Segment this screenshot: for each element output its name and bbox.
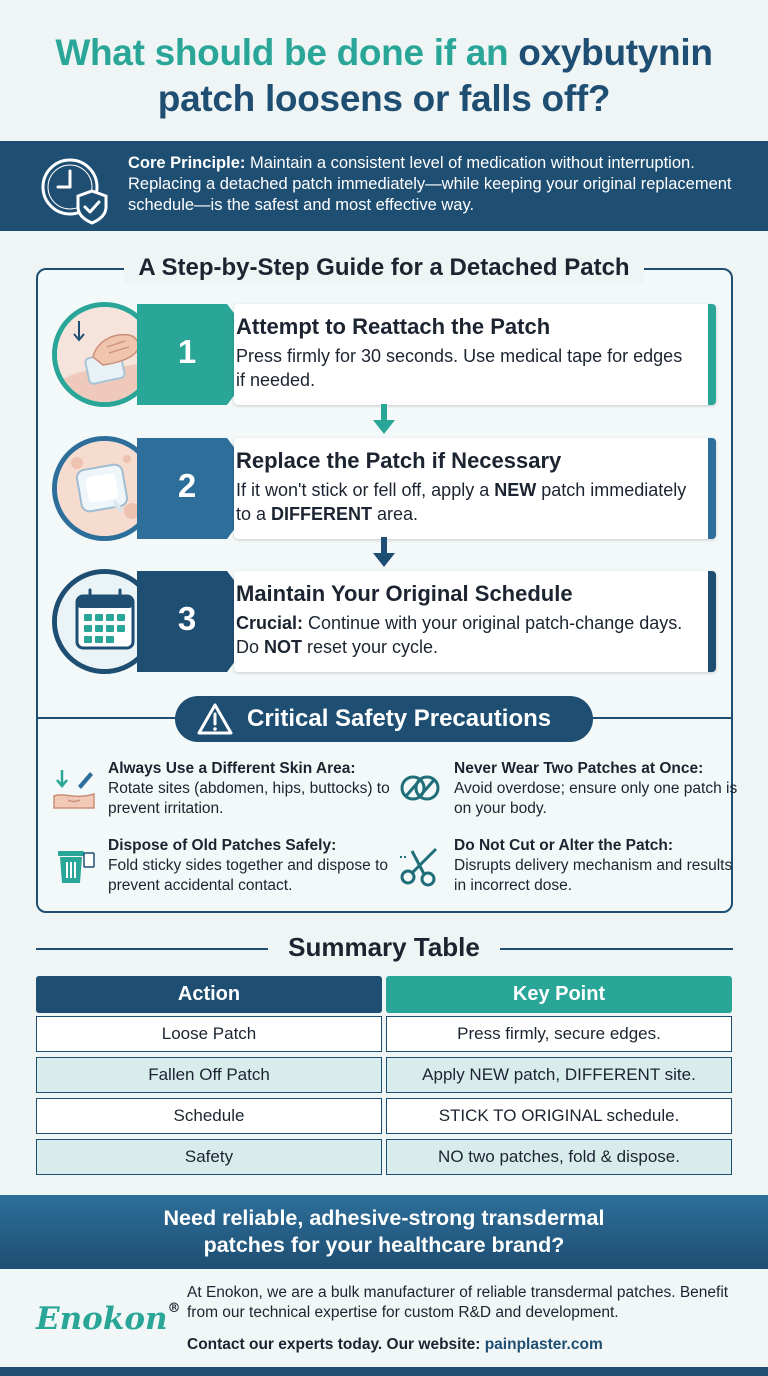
step-3-bold-a: Crucial:	[236, 613, 304, 633]
step-2-text-b: patch immediately to a	[236, 480, 687, 524]
page-title	[0, 30, 768, 122]
cta-line-2: patches for your healthcare brand?	[203, 1233, 565, 1257]
warning-icon	[197, 703, 233, 735]
step-3-card-edge	[708, 571, 716, 672]
step-3-text-a: Continue with your original patch-change days. Do	[236, 613, 683, 657]
table-cell: Apply NEW patch, DIFFERENT site.	[386, 1057, 732, 1093]
step-1-heading: Attempt to Reattach the Patch	[236, 314, 551, 339]
step-2-bold-a: NEW	[494, 480, 537, 500]
step-2-text-a: If it won't stick or fell off, apply a	[236, 480, 495, 500]
enokon-logo	[36, 1301, 181, 1337]
guide-title-line-right	[644, 268, 708, 270]
skin-site-icon	[52, 766, 96, 810]
precaution-2-text: Avoid overdose; ensure only one patch is on your body.	[454, 780, 738, 817]
safety-title: Critical Safety Precautions	[247, 705, 552, 732]
step-1	[52, 302, 716, 407]
table-cell: Schedule	[36, 1098, 382, 1134]
step-3	[52, 569, 716, 674]
summary-title: Summary Table	[288, 932, 480, 962]
step-2-text	[236, 478, 696, 526]
step-1-card-edge	[708, 304, 716, 405]
table-cell: Safety	[36, 1139, 382, 1175]
precaution-3-text: Fold sticky sides together and dispose to prevent accidental contact.	[108, 857, 389, 894]
clock-shield-icon	[38, 151, 114, 227]
step-1-down-arrow-icon	[373, 404, 395, 436]
table-cell: Fallen Off Patch	[36, 1057, 382, 1093]
contact-text: Contact our experts today. Our website:	[187, 1336, 485, 1353]
brand-contact	[187, 1336, 603, 1354]
website-link[interactable]: painplaster.com	[484, 1336, 603, 1353]
no-double-patch-icon	[398, 766, 442, 810]
step-2	[52, 436, 716, 541]
table-cell: STICK TO ORIGINAL schedule.	[386, 1098, 732, 1134]
precaution-4-text: Disrupts delivery mechanism and results in incorrect dose.	[454, 857, 733, 894]
title-part-2: oxybutynin	[518, 32, 713, 73]
table-header-key-point: Key Point	[386, 976, 732, 1013]
table-header-action: Action	[36, 976, 382, 1013]
step-2-heading: Replace the Patch if Necessary	[236, 448, 562, 473]
step-3-number: 3	[177, 600, 197, 637]
guide-title: A Step-by-Step Guide for a Detached Patch	[124, 252, 643, 284]
core-principle-text	[128, 153, 748, 216]
step-3-text	[236, 611, 696, 659]
brand-description: At Enokon, we are a bulk manufacturer of reliable transdermal patches. Benefit from our technical expertise for custom R&D and development.	[187, 1284, 729, 1321]
step-2-card	[234, 438, 716, 539]
step-1-card	[234, 304, 716, 405]
step-2-down-arrow-icon	[373, 537, 395, 569]
precaution-4-heading: Do Not Cut or Alter the Patch:	[454, 837, 674, 854]
trash-bin-icon	[52, 843, 96, 887]
bottom-bar	[0, 1367, 768, 1376]
step-3-bold-b: NOT	[264, 637, 303, 657]
step-3-card	[234, 571, 716, 672]
step-1-number: 1	[177, 333, 197, 370]
cta-line-1: Need reliable, adhesive-strong transdermal	[163, 1206, 605, 1230]
precaution-1-text: Rotate sites (abdomen, hips, buttocks) to prevent irritation.	[108, 780, 390, 817]
precaution-1-heading: Always Use a Different Skin Area:	[108, 760, 356, 777]
guide-title-line-left	[60, 268, 124, 270]
step-1-text: Press firmly for 30 seconds. Use medical tape for edges if needed.	[236, 346, 683, 390]
scissors-icon	[398, 843, 442, 887]
core-principle-label: Core Principle:	[128, 154, 246, 172]
safety-title-pill	[175, 696, 593, 742]
step-3-text-b: reset your cycle.	[302, 637, 439, 657]
core-principle-banner	[0, 141, 768, 231]
step-2-number: 2	[177, 467, 197, 504]
table-cell: Loose Patch	[36, 1016, 382, 1052]
step-2-bold-b: DIFFERENT	[271, 504, 373, 524]
cta-banner	[0, 1195, 768, 1269]
core-principle-body: Maintain a consistent level of medication without interruption. Replacing a detached patch immediately—while keeping your original replacement schedule—is the safest and most effective way.	[128, 154, 732, 214]
title-part-3: patch loosens or falls off?	[157, 78, 611, 119]
step-2-text-c: area.	[372, 504, 419, 524]
title-part-1: What should be done if an	[55, 32, 519, 73]
table-cell: Press firmly, secure edges.	[386, 1016, 732, 1052]
precaution-3-heading: Dispose of Old Patches Safely:	[108, 837, 337, 854]
brand-footer	[0, 1269, 768, 1367]
step-3-heading: Maintain Your Original Schedule	[236, 581, 573, 606]
precaution-2-heading: Never Wear Two Patches at Once:	[454, 760, 704, 777]
logo-registered-mark: ®	[167, 1301, 181, 1316]
logo-text: Enokon	[36, 1301, 168, 1337]
step-2-card-edge	[708, 438, 716, 539]
table-cell: NO two patches, fold & dispose.	[386, 1139, 732, 1175]
